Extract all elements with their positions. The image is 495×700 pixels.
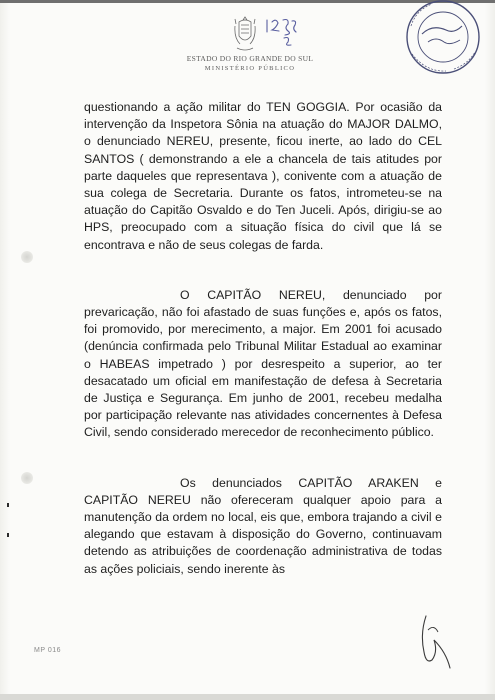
paragraph-2: O CAPITÃO NEREU, denunciado por prevaricação, não foi afastado de suas funções e, após os fatos, foi promovido, por merecimento, a major. Em 2001 foi acusado (denúncia confirmada pelo Tribunal Militar Estadual ao examinar o HABEAS impetrado ) por desrespeito a superior, ao ter desacatado um oficial em manifestação de defesa à Secretaria de Justiça e Segurança. Em junho de 2001, recebeu medalha por participação relevante nas atividades concernentes à Defesa Civil, sendo considerado merecedor de reconhecimento público. bbox=[84, 287, 442, 440]
scan-bottom-edge bbox=[0, 694, 495, 700]
footer-form-code: MP 016 bbox=[34, 647, 61, 654]
punch-hole bbox=[21, 472, 33, 484]
handwritten-folio-number bbox=[262, 14, 302, 48]
handwritten-signature bbox=[416, 612, 454, 670]
paragraph-1: questionando a ação militar do TEN GOGGIA. Por ocasião da intervenção da Inspetora Sônia na atuação do MAJOR DALMO, o denunciado NEREU, presente, ficou inerte, ao lado do CEL SANTOS ( demonstrando a ele a chancela de tais atitudes por parte daqueles que representava ), conivente com a atuação de sua colega de Secretaria. Durante os fatos, intrometeu-se na atuação do Capitão Osvaldo e do Ten Juceli. Após, dirigiu-se ao HPS, preocupado com a situação física do civil que lá se encontrava e não de seus colegas de farda. bbox=[84, 100, 442, 252]
margin-mark bbox=[7, 533, 9, 537]
punch-hole bbox=[21, 251, 33, 263]
letterhead-sub: MINISTÉRIO PÚBLICO bbox=[204, 65, 296, 72]
margin-mark bbox=[7, 503, 9, 507]
coat-of-arms-icon bbox=[232, 14, 258, 54]
official-stamp bbox=[402, 0, 484, 78]
letterhead bbox=[175, 54, 325, 74]
paragraph-3: Os denunciados CAPITÃO ARAKEN e CAPITÃO NEREU não ofereceram qualquer apoio para a manutenção da ordem no local, eis que, embora trajando a civil e alegando que estavam à disposição do Governo, continuavam detendo as atribuições de coordenação administrativa de todas as ações policiais, sendo inerente às bbox=[84, 475, 442, 576]
document-body bbox=[84, 99, 442, 611]
letterhead-org: ESTADO DO RIO GRANDE DO SUL bbox=[186, 54, 314, 63]
